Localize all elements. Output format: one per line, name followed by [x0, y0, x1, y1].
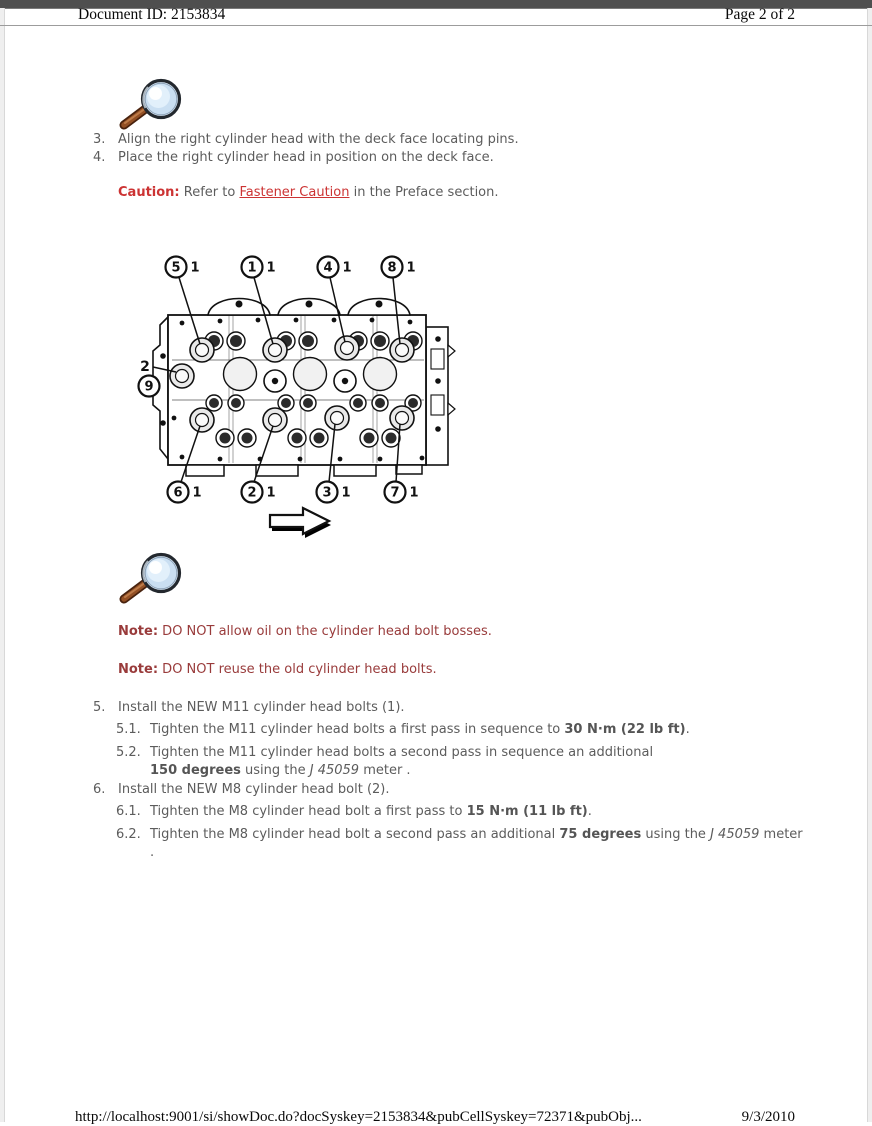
step-text-pre: Tighten the M11 cylinder head bolts a first pass in sequence to — [150, 722, 565, 737]
angle-value: 75 degrees — [559, 827, 642, 842]
step-text — [150, 826, 810, 862]
svg-text:1: 1 — [341, 485, 351, 501]
step-text — [150, 744, 810, 780]
svg-text:1: 1 — [192, 485, 202, 501]
step-3 — [93, 131, 519, 149]
callout-bottom-row — [168, 482, 419, 503]
page-indicator: Page 2 of 2 — [724, 6, 795, 23]
step-number: 5.1. — [116, 722, 141, 737]
torque-value: 15 N·m (11 lb ft) — [466, 804, 588, 819]
document-id: Document ID: 2153834 — [78, 6, 226, 23]
svg-text:1: 1 — [266, 485, 276, 501]
step-text-post: meter . — [150, 827, 803, 860]
svg-text:1: 1 — [190, 260, 200, 276]
svg-text:1: 1 — [266, 260, 276, 276]
step-number: 6.2. — [116, 827, 141, 842]
svg-text:1: 1 — [342, 260, 352, 276]
step-6-1 — [116, 803, 810, 821]
step-6-2 — [116, 826, 810, 862]
magnifier-lens — [143, 555, 180, 592]
step-text: Place the right cylinder head in position on the deck face. — [118, 150, 494, 165]
step-text-mid: using the — [240, 763, 310, 778]
print-footer — [75, 1109, 795, 1126]
torque-value: 30 N·m (22 lb ft) — [564, 722, 686, 737]
print-header — [78, 6, 795, 24]
callout-top-row — [166, 257, 416, 278]
step-text-pre: Tighten the M8 cylinder head bolt a second pass an additional — [150, 827, 560, 842]
svg-text:5: 5 — [171, 260, 181, 276]
magnifier-icon[interactable] — [118, 78, 185, 130]
step-number: 5. — [93, 700, 106, 715]
step-text: Install the NEW M8 cylinder head bolt (2). — [118, 782, 390, 797]
svg-text:2: 2 — [247, 485, 257, 501]
svg-text:8: 8 — [387, 260, 397, 276]
step-5-2 — [116, 744, 810, 780]
direction-arrow-icon — [270, 508, 331, 538]
note-label: Note: — [118, 624, 159, 639]
svg-text:6: 6 — [173, 485, 183, 501]
step-number: 5.2. — [116, 745, 141, 760]
svg-text:2: 2 — [140, 359, 150, 375]
note-oil — [118, 624, 492, 639]
step-text: Install the NEW M11 cylinder head bolts (1). — [118, 700, 405, 715]
step-number: 6. — [93, 782, 106, 797]
step-text-post: . — [685, 722, 690, 737]
header-divider — [0, 25, 872, 26]
step-text — [150, 721, 810, 739]
svg-text:1: 1 — [247, 260, 257, 276]
tool-number: J 45059 — [710, 827, 760, 842]
step-text-post: . — [587, 804, 592, 819]
step-4 — [93, 149, 494, 167]
caution-text-pre: Refer to — [179, 185, 240, 200]
step-number: 4. — [93, 150, 106, 165]
step-text-line2 — [150, 762, 810, 780]
magnifier-icon[interactable] — [118, 552, 185, 604]
tool-number: J 45059 — [309, 763, 360, 778]
step-5-1 — [116, 721, 810, 739]
angle-value: 150 degrees — [150, 763, 241, 778]
fastener-caution-link[interactable]: Fastener Caution — [239, 185, 350, 200]
svg-text:3: 3 — [322, 485, 332, 501]
note-text: DO NOT reuse the old cylinder head bolts. — [158, 662, 437, 677]
note-label: Note: — [118, 662, 159, 677]
step-6 — [93, 781, 390, 799]
cylinder-head-diagram — [130, 253, 460, 545]
step-text-mid: using the — [641, 827, 711, 842]
svg-text:1: 1 — [409, 485, 419, 501]
step-text-pre: Tighten the M8 cylinder head bolt a first pass to — [150, 804, 467, 819]
magnifier-lens — [143, 81, 180, 118]
svg-text:4: 4 — [323, 260, 333, 276]
step-text — [150, 803, 810, 821]
footer-url: http://localhost:9001/si/showDoc.do?docSyskey=2153834&pubCellSyskey=72371&pubObj... — [75, 1109, 642, 1125]
caution-text-post: in the Preface section. — [349, 185, 499, 200]
svg-text:9: 9 — [144, 379, 154, 395]
step-text-pre: Tighten the M11 cylinder head bolts a second pass in sequence an additional — [150, 745, 654, 760]
step-5 — [93, 699, 405, 717]
step-number: 6.1. — [116, 804, 141, 819]
note-text: DO NOT allow oil on the cylinder head bolt bosses. — [158, 624, 492, 639]
caution-paragraph — [118, 185, 499, 200]
caution-label: Caution: — [118, 185, 180, 200]
page-right-edge — [867, 8, 872, 1122]
step-text: Align the right cylinder head with the deck face locating pins. — [118, 132, 519, 147]
note-reuse — [118, 662, 437, 677]
svg-text:1: 1 — [406, 260, 416, 276]
svg-text:7: 7 — [390, 485, 400, 501]
page-left-edge — [0, 8, 5, 1122]
step-text-post: meter . — [359, 763, 411, 778]
footer-date: 9/3/2010 — [741, 1109, 795, 1125]
step-number: 3. — [93, 132, 106, 147]
